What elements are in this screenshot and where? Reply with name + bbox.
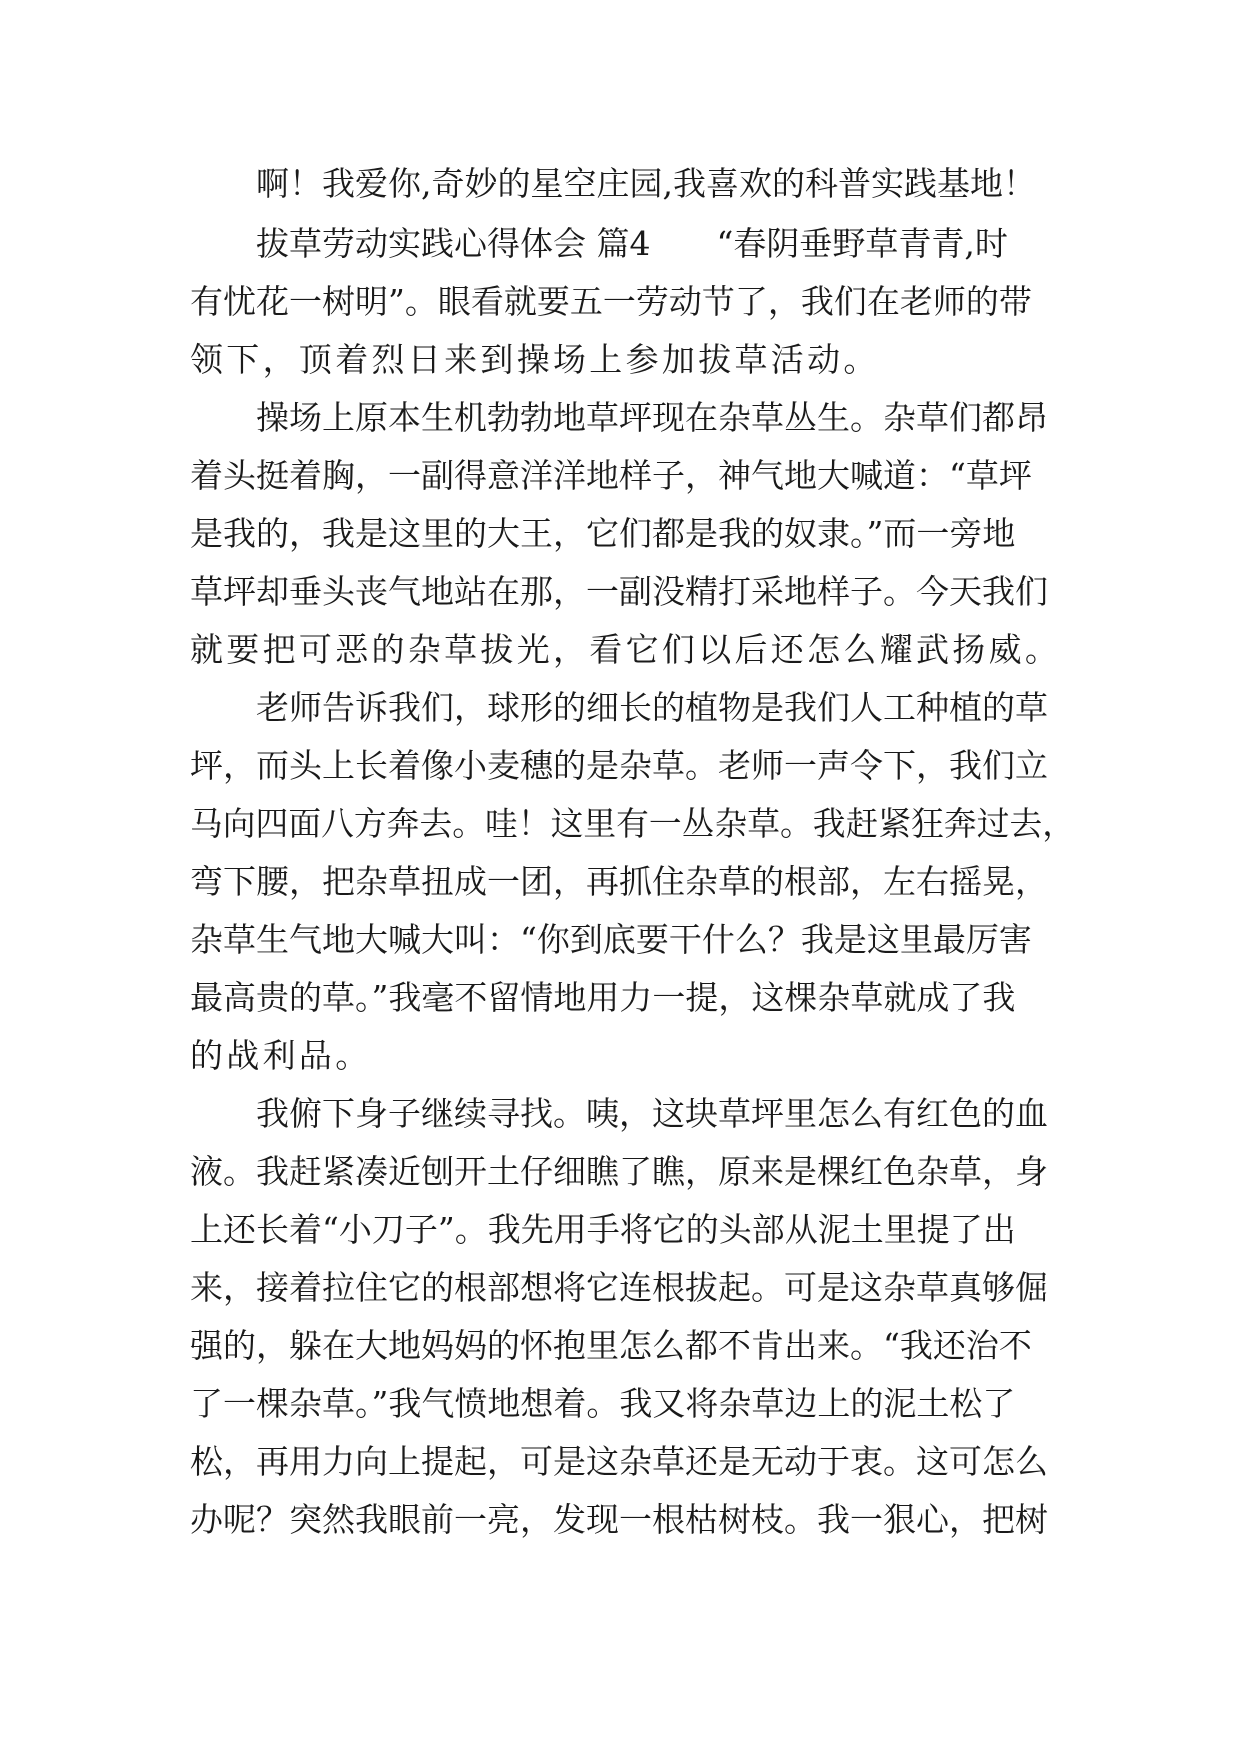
text-line: 老师告诉我们，球形的细长的植物是我们人工种植的草 <box>256 688 1048 727</box>
text-line: 操场上原本生机勃勃地草坪现在杂草丛生。杂草们都昂 <box>256 398 1048 437</box>
text-line: 草坪却垂头丧气地站在那，一副没精打采地样子。今天我们 <box>190 572 1048 611</box>
text-line: 领下，顶着烈日来到操场上参加拔草活动。 <box>190 340 880 379</box>
text-line: 办呢？突然我眼前一亮，发现一根枯树枝。我一狠心，把树 <box>190 1500 1048 1539</box>
text-line: 就要把可恶的杂草拔光，看它们以后还怎么耀武扬威。 <box>190 630 1062 669</box>
text-line: 是我的，我是这里的大王，它们都是我的奴隶。”而一旁地 <box>190 514 1016 553</box>
text-line: 杂草生气地大喊大叫：“你到底要干什么？我是这里最厉害 <box>190 920 1032 959</box>
text-line: 我俯下身子继续寻找。咦，这块草坪里怎么有红色的血 <box>256 1094 1048 1133</box>
text-line: 坪，而头上长着像小麦穗的是杂草。老师一声令下，我们立 <box>190 746 1048 785</box>
text-line: 马向四面八方奔去。哇！这里有一丛杂草。我赶紧狂奔过去， <box>190 804 1076 843</box>
text-line: 强的，躲在大地妈妈的怀抱里怎么都不肯出来。“我还治不 <box>190 1326 1032 1365</box>
text-line: 上还长着“小刀子”。我先用手将它的头部从泥土里提了出 <box>190 1210 1016 1249</box>
text-line: 松，再用力向上提起，可是这杂草还是无动于衷。这可怎么 <box>190 1442 1048 1481</box>
text-line: 最高贵的草。”我毫不留情地用力一提，这棵杂草就成了我 <box>190 978 1016 1017</box>
text-line: 的战利品。 <box>190 1036 372 1075</box>
text-line: 来，接着拉住它的根部想将它连根拔起。可是这杂草真够倔 <box>190 1268 1048 1307</box>
text-line: 啊！我爱你,奇妙的星空庄园,我喜欢的科普实践基地！ <box>256 164 1036 203</box>
text-line: 有忧花一树明”。眼看就要五一劳动节了，我们在老师的带 <box>190 282 1032 321</box>
text-line: 着头挺着胸，一副得意洋洋地样子，神气地大喊道：“草坪 <box>190 456 1032 495</box>
text-line: 拔草劳动实践心得体会 篇4 “春阴垂野草青青,时 <box>256 224 1008 263</box>
text-line: 液。我赶紧凑近刨开土仔细瞧了瞧，原来是棵红色杂草，身 <box>190 1152 1048 1191</box>
text-line: 了一棵杂草。”我气愤地想着。我又将杂草边上的泥土松了 <box>190 1384 1016 1423</box>
text-line: 弯下腰，把杂草扭成一团，再抓住杂草的根部，左右摇晃， <box>190 862 1048 901</box>
